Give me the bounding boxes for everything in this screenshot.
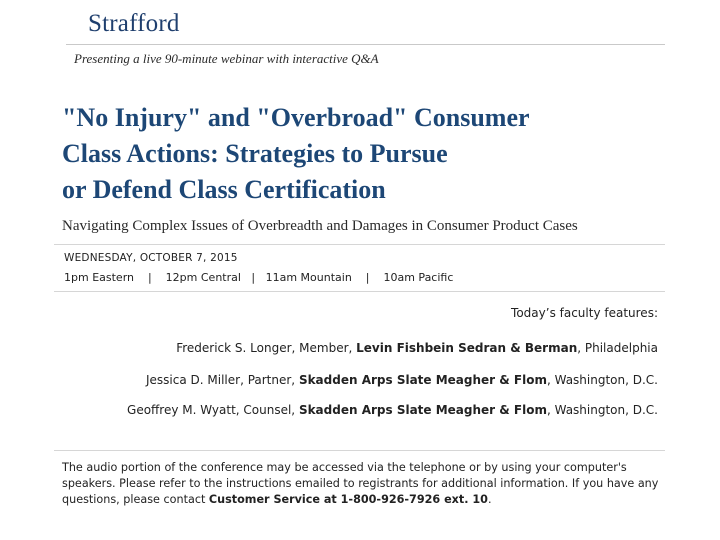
audio-text: The audio portion of the conference may be accessed via the telephone or by using your computer's speakers. Please refer to the instructions emailed to registrants for additional information. If you have any questions, please contact xyxy=(62,461,659,506)
event-times: 1pm Eastern | 12pm Central | 11am Mountain | 10am Pacific xyxy=(64,271,454,284)
footer-divider xyxy=(54,450,665,451)
faculty-heading: Today’s faculty features: xyxy=(511,306,658,320)
faculty-firm: Skadden Arps Slate Meagher & Flom xyxy=(298,403,547,417)
event-date: WEDNESDAY, OCTOBER 7, 2015 xyxy=(64,252,238,264)
section-divider xyxy=(54,244,665,245)
faculty-location: , Philadelphia xyxy=(577,341,658,355)
audio-instructions xyxy=(62,460,662,508)
faculty-name-role: Frederick S. Longer, Member, xyxy=(176,341,357,355)
faculty-location: , Washington, D.C. xyxy=(546,403,658,417)
faculty-member xyxy=(127,403,658,417)
faculty-firm: Skadden Arps Slate Meagher & Flom xyxy=(298,373,547,387)
faculty-member xyxy=(176,341,658,355)
header-divider xyxy=(66,44,665,45)
webinar-title xyxy=(62,100,682,208)
tagline: Presenting a live 90-minute webinar with interactive Q&A xyxy=(74,51,379,66)
section-divider xyxy=(54,291,665,292)
title-line: Class Actions: Strategies to Pursue xyxy=(62,139,448,168)
title-line: "No Injury" and "Overbroad" Consumer xyxy=(62,103,530,132)
faculty-name-role: Jessica D. Miller, Partner, xyxy=(146,373,299,387)
faculty-member xyxy=(146,373,658,387)
customer-service-contact: Customer Service at 1-800-926-7926 ext. 10 xyxy=(208,493,488,506)
webinar-subtitle: Navigating Complex Issues of Overbreadth and Damages in Consumer Product Cases xyxy=(62,218,578,234)
strafford-logo: Strafford xyxy=(88,10,180,37)
title-line: or Defend Class Certification xyxy=(62,175,386,204)
faculty-firm: Levin Fishbein Sedran & Berman xyxy=(356,341,578,355)
audio-end: . xyxy=(487,493,492,506)
faculty-location: , Washington, D.C. xyxy=(546,373,658,387)
faculty-name-role: Geoffrey M. Wyatt, Counsel, xyxy=(127,403,299,417)
